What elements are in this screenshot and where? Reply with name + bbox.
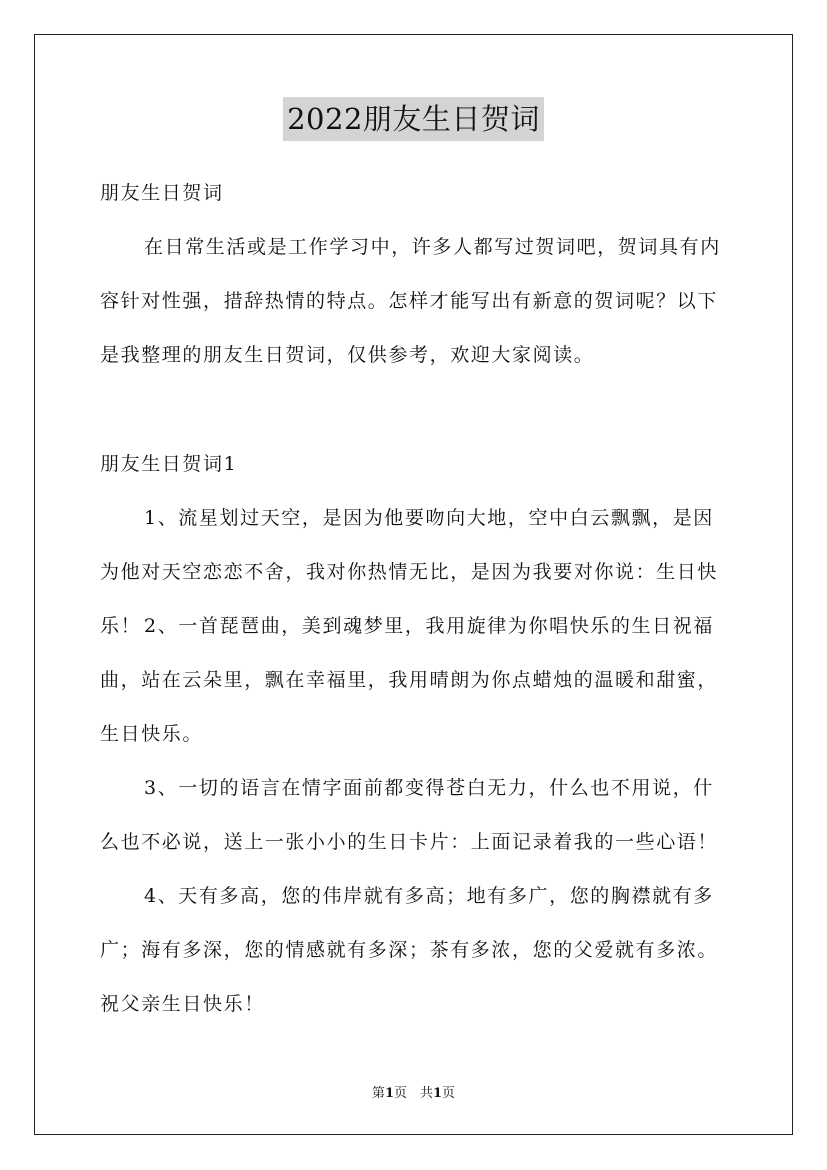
list-item: 1、流星划过天空，是因为他要吻向大地，空中白云飘飘，是因为他对天空恋恋不舍，我对你热情无比，是因为我要对你说：生日快乐！ — [100, 507, 719, 637]
page-footer — [0, 1082, 827, 1101]
footer-page-total: 1 — [433, 1086, 443, 1101]
document-title: 2022朋友生日贺词 — [283, 97, 544, 141]
footer-mid: 页 共 — [393, 1086, 433, 1101]
list-item: 2、一首琵琶曲，美到魂梦里，我用旋律为你唱快乐的生日祝福曲，站在云朵里，飘在幸福里，我用晴朗为你点蜡烛的温暖和甜蜜，生日快乐。 — [100, 615, 719, 745]
title-container — [0, 97, 827, 141]
footer-page-current: 1 — [384, 1086, 394, 1101]
subtitle: 朋友生日贺词 — [100, 182, 224, 204]
list-item: 4、天有多高，您的伟岸就有多高；地有多广，您的胸襟就有多广；海有多深，您的情感就有多深；茶有多浓，您的父爱就有多浓。祝父亲生日快乐！ — [100, 885, 719, 1015]
section-heading: 朋友生日贺词1 — [100, 453, 238, 475]
footer-prefix: 第 — [371, 1086, 385, 1101]
footer-suffix: 页 — [442, 1086, 456, 1101]
list-item: 3、一切的语言在情字面前都变得苍白无力，什么也不用说，什么也不必说，送上一张小小的生日卡片：上面记录着我的一些心语！ — [100, 777, 719, 853]
intro-paragraph: 在日常生活或是工作学习中，许多人都写过贺词吧，贺词具有内容针对性强，措辞热情的特点。怎样才能写出有新意的贺词呢？以下是我整理的朋友生日贺词，仅供参考，欢迎大家阅读。 — [100, 236, 721, 366]
